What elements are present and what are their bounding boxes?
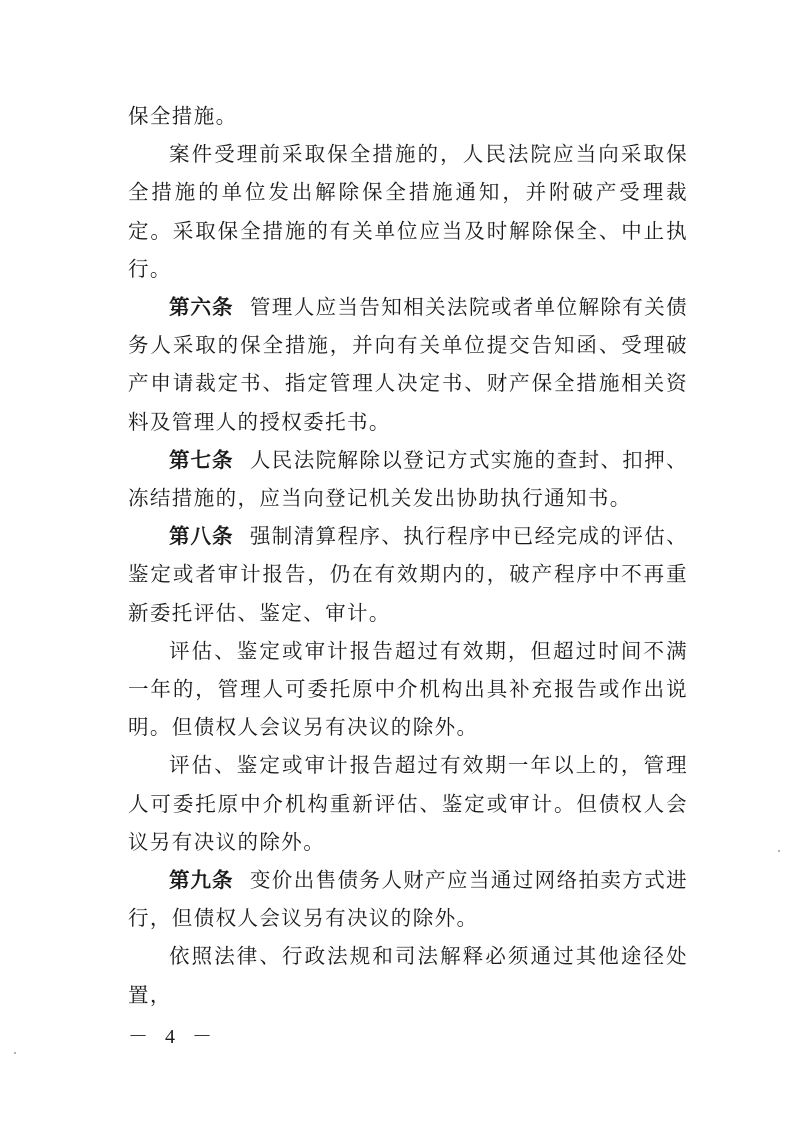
paragraph-7 [128, 746, 688, 861]
paragraph-text: 依照法律、行政法规和司法解释必须通过其他途径处置， [128, 944, 688, 1007]
paragraph-1 [128, 97, 688, 135]
article-7 [128, 441, 688, 517]
paragraph-text: 评估、鉴定或审计报告超过有效期，但超过时间不满一年的，管理人可委托原中介机构出具补充报告或作出说明。但债权人会议另有决议的除外。 [128, 638, 688, 740]
article-6 [128, 288, 688, 441]
paragraph-text: 人民法院解除以登记方式实施的查封、扣押、冻结措施的，应当向登记机关发出协助执行通知书。 [128, 447, 688, 511]
paragraph-9 [128, 937, 688, 1013]
article-heading: 第六条 [169, 295, 234, 320]
article-heading: 第九条 [169, 868, 234, 893]
paragraph-text: 保全措施。 [128, 104, 238, 128]
page-number: － 4 － [128, 1026, 218, 1048]
scan-speck [14, 1052, 16, 1054]
paragraph-6 [128, 632, 688, 747]
paragraph-text: 评估、鉴定或审计报告超过有效期一年以上的，管理人可委托原中介机构重新评估、鉴定或审计。但债权人会议另有决议的除外。 [128, 753, 688, 854]
paragraph-text: 变价出售债务人财产应当通过网络拍卖方式进行，但债权人会议另有决议的除外。 [128, 868, 688, 931]
paragraph-text: 案件受理前采取保全措施的，人民法院应当向采取保全措施的单位发出解除保全措施通知，并附破产受理裁定。采取保全措施的有关单位应当及时解除保全、中止执行。 [128, 142, 688, 281]
article-heading: 第七条 [169, 447, 234, 472]
article-9 [128, 861, 688, 937]
article-8 [128, 517, 688, 632]
article-heading: 第八条 [169, 524, 234, 549]
scan-speck [778, 850, 780, 852]
paragraph-text: 强制清算程序、执行程序中已经完成的评估、鉴定或者审计报告，仍在有效期内的，破产程序中不再重新委托评估、鉴定、审计。 [128, 524, 688, 625]
paragraph-2 [128, 135, 688, 288]
body-text [128, 97, 688, 1014]
paragraph-text: 管理人应当告知相关法院或者单位解除有关债务人采取的保全措施，并向有关单位提交告知函、受理破产申请裁定书、指定管理人决定书、财产保全措施相关资料及管理人的授权委托书。 [128, 295, 688, 434]
